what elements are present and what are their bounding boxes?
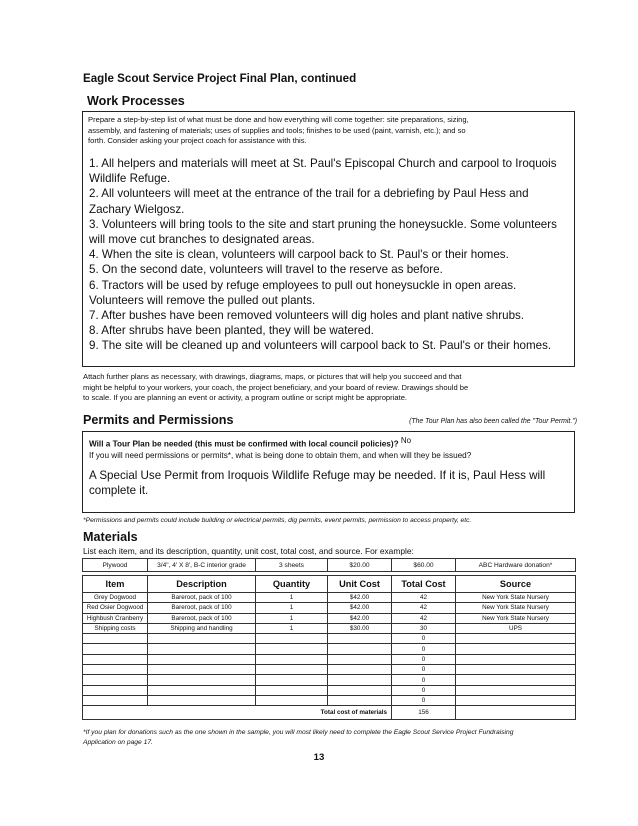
- permits-question: If you will need permissions or permits*, what is being done to obtain them, and when will they be issued?: [89, 451, 472, 460]
- cell-item[interactable]: [83, 644, 148, 654]
- cell-description[interactable]: [148, 665, 256, 675]
- cell-description[interactable]: Bareroot, pack of 100: [148, 593, 256, 603]
- table-row: [83, 665, 576, 675]
- table-row: [83, 654, 576, 664]
- materials-intro: List each item, and its description, quantity, unit cost, total cost, and source. For example:: [83, 546, 414, 556]
- cell-source[interactable]: [456, 675, 576, 685]
- cell-total-cost: 0: [392, 695, 456, 705]
- cell-quantity[interactable]: 1: [256, 623, 328, 633]
- table-row: [83, 675, 576, 685]
- cell-description[interactable]: Shipping and handling: [148, 623, 256, 633]
- cell-source[interactable]: [456, 695, 576, 705]
- permits-box: [82, 431, 575, 513]
- cell-total-cost: 30: [392, 623, 456, 633]
- cell-source[interactable]: New York State Nursery: [456, 603, 576, 613]
- work-step: 4. When the site is clean, volunteers will carpool back to St. Paul's or their homes.: [89, 248, 509, 262]
- attach-line: Attach further plans as necessary, with drawings, diagrams, maps, or pictures that will help you succeed and that: [83, 372, 462, 381]
- page-number: 13: [313, 752, 325, 763]
- instructions-line: forth. Consider asking your project coach for assistance with this.: [88, 136, 307, 145]
- header-description: Description: [148, 576, 256, 593]
- table-row: [83, 593, 576, 603]
- cell-description[interactable]: [148, 654, 256, 664]
- total-row: [83, 706, 576, 720]
- table-row: [83, 603, 576, 613]
- cell-unit-cost[interactable]: $42.00: [328, 593, 392, 603]
- total-row-blank: [456, 706, 576, 720]
- table-row: [83, 613, 576, 623]
- footnote-line: Application on page 17.: [83, 739, 153, 746]
- cell-source[interactable]: [456, 685, 576, 695]
- cell-total-cost: 0: [392, 634, 456, 644]
- cell-unit-cost[interactable]: $42.00: [328, 613, 392, 623]
- example-unit-cost: $20.00: [328, 559, 392, 572]
- cell-item[interactable]: Shipping costs: [83, 623, 148, 633]
- cell-unit-cost[interactable]: $30.00: [328, 623, 392, 633]
- total-cost-value: 156: [392, 706, 456, 720]
- cell-quantity[interactable]: 1: [256, 613, 328, 623]
- table-row: [83, 634, 576, 644]
- cell-quantity[interactable]: [256, 675, 328, 685]
- permits-answer-line: complete it.: [89, 484, 149, 498]
- cell-description[interactable]: [148, 675, 256, 685]
- example-quantity: 3 sheets: [256, 559, 328, 572]
- header-item: Item: [83, 576, 148, 593]
- instructions-line: Prepare a step-by-step list of what must be done and how everything will come together: site preparations, sizing,: [88, 115, 469, 124]
- instructions-line: assembly, and fastening of materials; uses of supplies and tools; finishes to be used (paint, varnish, etc.); and so: [88, 125, 466, 135]
- attach-line: might be helpful to your workers, your coach, the project beneficiary, and your board of review. Drawings should be: [83, 382, 469, 392]
- work-step: 1. All helpers and materials will meet at St. Paul's Episcopal Church and carpool to Iroquois Wildlife Refuge.: [89, 157, 557, 186]
- cell-quantity[interactable]: [256, 665, 328, 675]
- cell-total-cost: 42: [392, 613, 456, 623]
- tour-plan-question: Will a Tour Plan be needed (this must be confirmed with local council policies)?: [89, 439, 399, 449]
- work-step: 7. After bushes have been removed volunteers will dig holes and plant native shrubs.: [89, 309, 525, 323]
- work-step: 3. Volunteers will bring tools to the site and start pruning the honeysuckle. Some volunteers will move cut branches to designated areas.: [89, 217, 557, 247]
- cell-unit-cost[interactable]: [328, 675, 392, 685]
- cell-source[interactable]: UPS: [456, 623, 576, 633]
- cell-source[interactable]: New York State Nursery: [456, 613, 576, 623]
- permits-answer-area[interactable]: [89, 468, 569, 498]
- permits-title: Permits and Permissions: [83, 413, 234, 427]
- cell-total-cost: 0: [392, 675, 456, 685]
- materials-title: Materials: [83, 530, 138, 544]
- table-row: [83, 623, 576, 633]
- cell-item[interactable]: [83, 685, 148, 695]
- work-processes-instructions: [88, 115, 573, 147]
- cell-quantity[interactable]: 1: [256, 593, 328, 603]
- footnote-line: *If you plan for donations such as the one shown in the sample, you will most likely need to complete the Eagle Scout Service Project Fundraising: [83, 729, 514, 736]
- cell-description[interactable]: [148, 695, 256, 705]
- work-step: 9. The site will be cleaned up and volunteers will carpool back to St. Paul's or their homes.: [89, 339, 552, 353]
- cell-item[interactable]: [83, 695, 148, 705]
- materials-header-row: [83, 576, 576, 593]
- cell-source[interactable]: [456, 654, 576, 664]
- cell-item[interactable]: [83, 654, 148, 664]
- cell-unit-cost[interactable]: [328, 654, 392, 664]
- cell-unit-cost[interactable]: [328, 634, 392, 644]
- cell-description[interactable]: [148, 644, 256, 654]
- example-table: [82, 558, 576, 572]
- cell-total-cost: 0: [392, 665, 456, 675]
- materials-table: [82, 575, 576, 720]
- permits-answer-line: A Special Use Permit from Iroquois Wildlife Refuge may be needed. If it is, Paul Hess will: [89, 469, 546, 482]
- header-unit-cost: Unit Cost: [328, 576, 392, 593]
- cell-description[interactable]: Bareroot, pack of 100: [148, 603, 256, 613]
- cell-quantity[interactable]: [256, 634, 328, 644]
- cell-quantity[interactable]: 1: [256, 603, 328, 613]
- header-quantity: Quantity: [256, 576, 328, 593]
- cell-quantity[interactable]: [256, 654, 328, 664]
- cell-total-cost: 0: [392, 685, 456, 695]
- work-processes-box: [82, 111, 575, 367]
- attach-instructions: [83, 372, 578, 404]
- permits-footnote: *Permissions and permits could include building or electrical permits, dig permits, event permits, permission to access property, etc.: [83, 517, 472, 524]
- cell-description[interactable]: Bareroot, pack of 100: [148, 613, 256, 623]
- cell-item[interactable]: [83, 665, 148, 675]
- header-total-cost: Total Cost: [392, 576, 456, 593]
- cell-unit-cost[interactable]: $42.00: [328, 603, 392, 613]
- cell-source[interactable]: [456, 634, 576, 644]
- cell-item[interactable]: [83, 634, 148, 644]
- table-row: [83, 644, 576, 654]
- table-row: [83, 695, 576, 705]
- cell-unit-cost[interactable]: [328, 665, 392, 675]
- cell-total-cost: 0: [392, 654, 456, 664]
- work-processes-title: Work Processes: [87, 94, 185, 108]
- attach-line: to scale. If you are planning an event or activity, a program outline or script might be appropriate.: [83, 393, 408, 402]
- header-source: Source: [456, 576, 576, 593]
- cell-item[interactable]: [83, 675, 148, 685]
- cell-source[interactable]: [456, 644, 576, 654]
- page-header-title: Eagle Scout Service Project Final Plan, continued: [83, 72, 357, 85]
- cell-quantity[interactable]: [256, 695, 328, 705]
- cell-total-cost: 0: [392, 644, 456, 654]
- work-steps-text-area[interactable]: [89, 156, 571, 354]
- cell-source[interactable]: New York State Nursery: [456, 593, 576, 603]
- cell-unit-cost[interactable]: [328, 685, 392, 695]
- example-item: Plywood: [83, 559, 148, 572]
- tour-plan-question-row: [89, 436, 569, 449]
- cell-source[interactable]: [456, 665, 576, 675]
- cell-total-cost: 42: [392, 603, 456, 613]
- cell-quantity[interactable]: [256, 644, 328, 654]
- work-step: 8. After shrubs have been planted, they will be watered.: [89, 324, 374, 338]
- tour-plan-note: (The Tour Plan has also been called the "Tour Permit."): [409, 418, 577, 425]
- tour-plan-answer[interactable]: No: [400, 436, 412, 445]
- cell-item[interactable]: Highbush Cranberry: [83, 613, 148, 623]
- example-row: [83, 559, 576, 572]
- cell-unit-cost[interactable]: [328, 695, 392, 705]
- cell-quantity[interactable]: [256, 685, 328, 695]
- cell-description[interactable]: [148, 634, 256, 644]
- work-step: 2. All volunteers will meet at the entrance of the trail for a debriefing by Paul Hess and Zachary Wielgosz.: [89, 187, 529, 216]
- cell-item[interactable]: Grey Dogwood: [83, 593, 148, 603]
- example-source: ABC Hardware donation*: [456, 559, 576, 572]
- example-description: 3/4", 4' X 8', B-C interior grade: [148, 559, 256, 572]
- work-step: 5. On the second date, volunteers will travel to the reserve as before.: [89, 263, 443, 277]
- cell-item[interactable]: Red Osier Dogwood: [83, 603, 148, 613]
- cell-unit-cost[interactable]: [328, 644, 392, 654]
- example-total-cost: $60.00: [392, 559, 456, 572]
- cell-description[interactable]: [148, 685, 256, 695]
- total-cost-label: Total cost of materials: [83, 706, 392, 720]
- materials-footnote: [83, 728, 578, 748]
- work-step: 6. Tractors will be used by refuge employees to pull out honeysuckle in open areas. Volunteers will remove the pulled out plants.: [89, 278, 517, 307]
- cell-total-cost: 42: [392, 593, 456, 603]
- table-row: [83, 685, 576, 695]
